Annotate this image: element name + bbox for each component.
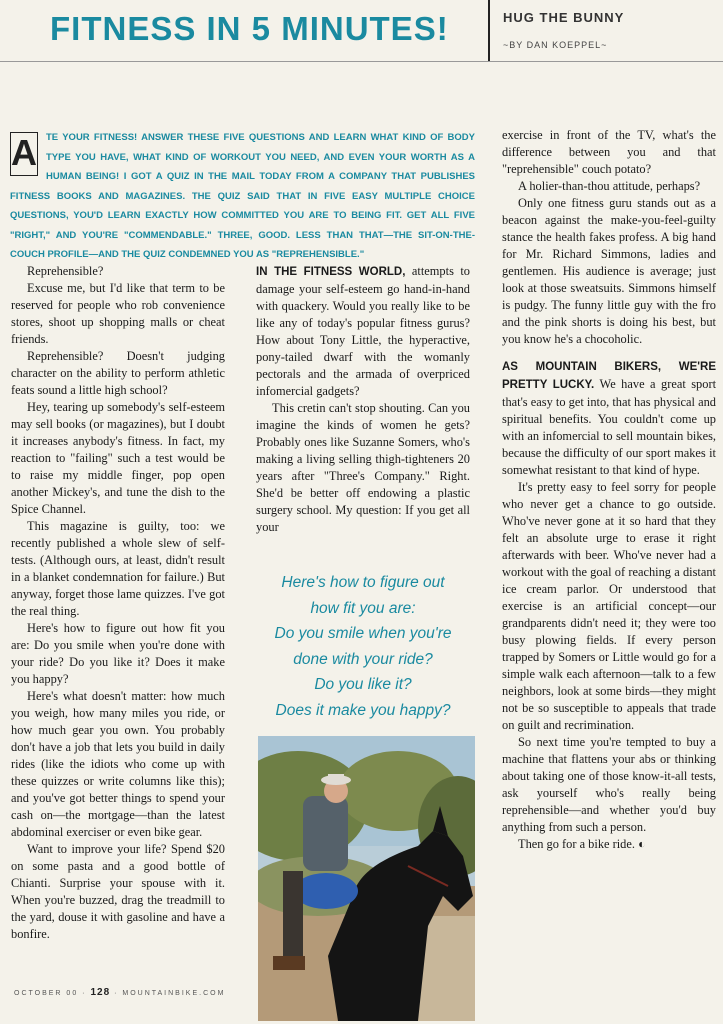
drop-cap: A [10, 132, 38, 176]
body-paragraph: Reprehensible? Doesn't judging character on the ability to perform athletic feats sound a little high school? [11, 349, 225, 397]
paragraph-text: We have a great sport that's easy to get into, that has physical and spiritual benefits. You couldn't come up with an infomercial to sell mountain bikes, because the difficulty of our sport makes it somewhat resistant to that kind of hype. [502, 377, 717, 477]
intro-paragraph [10, 128, 475, 265]
pull-quote-line: Here's how to figure out [281, 574, 445, 591]
section-lead-in: IN THE FITNESS WORLD, [256, 266, 406, 278]
body-paragraph: Hey, tearing up somebody's self-esteem may sell books (or magazines), but I doubt it increases anybody's fitness. In fact, my reaction to "failing" such a test would be to raise my middle finger, pop open another Mickey's, and tune the dish to the Spice Channel. [11, 400, 225, 516]
body-paragraph: Only one fitness guru stands out as a beacon against the make-you-feel-guilty stance the health fakes profess. A big hand for Mr. Richard Simmons, ladies and gentlemen. His audience is average; just look at those sweatsuits. Simmons himself is pudgy. The funny little guy with the fro and the pink shorts is doing his best, but you know he's a chocoholic. [502, 196, 716, 346]
body-paragraph: This cretin can't stop shouting. Can you imagine the kinds of women he gets? Probably ones like Suzanne Somers, who's making a living selling thigh-tighteners 20 years after "Three's Company." Right. She'd be better off endowing a plastic surgery school. My question: If you get all your [256, 401, 470, 534]
pull-quote-line: Do you smile when you're [274, 625, 452, 642]
footer-site: · MOUNTAINBIKE.COM [114, 990, 226, 997]
body-paragraph: Here's how to figure out how fit you are: Do you smile when you're done with your ride? Do you like it? Does it make you happy? [11, 621, 225, 686]
body-paragraph: So next time you're tempted to buy a machine that flattens your abs or thinking about taking one of those know-it-all tests, ask yourself who's really being reprehensible—and whether you'd buy anything from such a person. [502, 735, 716, 834]
pull-quote [256, 570, 470, 723]
section-lead-in: AS MOUNTAIN BIKERS, WE'RE PRETTY LUCKY. [502, 361, 716, 391]
column-3 [502, 127, 716, 853]
paragraph-text: attempts to damage your self-esteem go hand-in-hand with quackery. Would you really like to be like any of today's popular fitness gurus? How about Tony Little, the hyperactive, pony-tailed dwarf with the womanly pectorals and the armada of overpriced infomercial gadgets? [256, 264, 471, 398]
body-paragraph: It's pretty easy to feel sorry for people who never get a chance to go outside. Who've never gone at it so hard that they felt an absolute urge to erase it right afterwards with beer. Who've never had a workout with the goal of reaching a distant ice cream parlor. Or understood that exercise is an artificial concept—our grandparents didn't need it; they were too busy plowing fields. If every person trapped by Somers or Little would go for a simple walk each afternoon—talk to a few neighbors, look at some birds—they might not be so susceptible to appeals that trade on guilt and recrimination. [502, 480, 716, 732]
body-paragraph [502, 836, 716, 853]
closing-sentence: Then go for a bike ride. [518, 837, 635, 851]
body-paragraph: Reprehensible? [27, 264, 104, 278]
page-footer [14, 987, 225, 998]
photo-rider-on-horse [258, 736, 475, 1021]
header-rule [0, 61, 723, 62]
intro-text: TE YOUR FITNESS! ANSWER THESE FIVE QUESTIONS AND LEARN WHAT KIND OF BODY TYPE YOU HAVE, WHAT KIND OF WORKOUT YOU NEED, AND EVEN YOUR WORTH AS A HUMAN BEING! I GOT A QUIZ IN THE MAIL TODAY FROM A COMPANY THAT PUBLISHES FITNESS BOOKS AND MAGAZINES. THE QUIZ SAID THAT IN FIVE EASY MULTIPLE CHOICE QUESTIONS, YOU'D LEARN EXACTLY HOW COMMITTED YOU ARE TO BEING FIT. GET ALL FIVE "RIGHT," AND YOU'RE "COMMENDABLE." THREE, GOOD. LESS THAN THAT—THE SIT-ON-THE-COUCH PROFILE—AND THE QUIZ CONDEMNED YOU AS "REPREHENSIBLE." [10, 132, 475, 260]
footer-issue: OCTOBER 00 · [14, 990, 87, 997]
pull-quote-line: Does it make you happy? [275, 701, 451, 719]
page-title: FITNESS IN 5 MINUTES! [50, 10, 449, 47]
page-number: 128 [90, 987, 111, 998]
body-paragraph: A holier-than-thou attitude, perhaps? [518, 179, 701, 193]
pull-quote-line: Do you like it? [314, 676, 412, 693]
body-paragraph: exercise in front of the TV, what's the difference between you and that "reprehensible" couch potato? [502, 128, 716, 176]
end-mark-icon: ◐ [638, 837, 646, 851]
body-paragraph: Want to improve your life? Spend $20 on some pasta and a good bottle of Chianti. Surprise your spouse with it. When you're buzzed, drag the treadmill to the yard, douse it with gasoline and have a bonfire. [11, 842, 225, 941]
column-2 [256, 263, 470, 536]
column-title: HUG THE BUNNY [503, 10, 625, 25]
body-paragraph [502, 358, 716, 479]
body-paragraph: Excuse me, but I'd like that term to be reserved for people who rob convenience stores, shoot up shopping malls or cheat friends. [11, 281, 225, 346]
header-divider [488, 0, 490, 62]
pull-quote-line: done with your ride? [293, 650, 433, 668]
byline: ~BY DAN KOEPPEL~ [503, 40, 608, 50]
body-paragraph [256, 263, 470, 400]
body-paragraph: This magazine is guilty, too: we recently published a whole slew of self-tests. (Although ours, at least, didn't result in a blanket condemnation for failure.) But anyway, forget those lame quizzes. I've got the real thing. [11, 519, 225, 618]
column-1 [11, 263, 225, 943]
pull-quote-line: how fit you are: [310, 599, 416, 617]
body-paragraph: Here's what doesn't matter: how much you weigh, how many miles you ride, or how much gear you own. You probably don't have a job that lets you build in daily rides (like the idiots who come up with these quizzes or write columns like this); and you've got better things to spend your cash on—the mortgage—than the latest abdominal exerciser or even bike gear. [11, 689, 225, 839]
